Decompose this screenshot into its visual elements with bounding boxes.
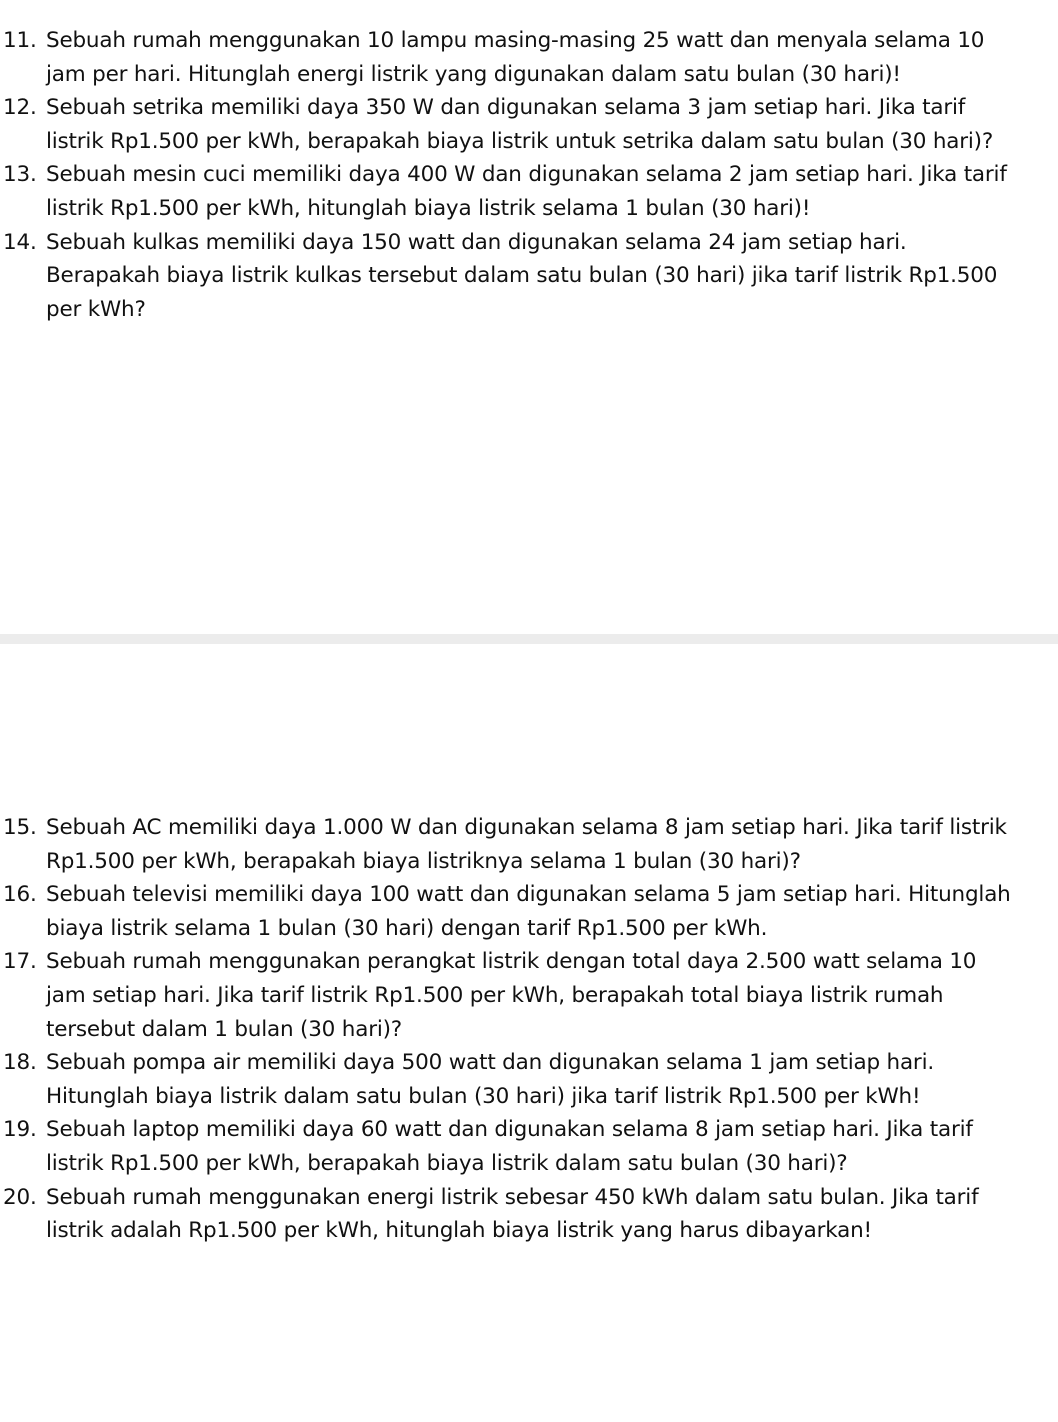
- question-number: 12.: [3, 95, 37, 121]
- question-text: Sebuah AC memiliki daya 1.000 W dan digunakan selama 8 jam setiap hari. Jika tarif listrik Rp1.500 per kWh, berapakah biaya listriknya selama 1 bulan (30 hari)?: [46, 815, 1007, 874]
- question-item-14: [0, 226, 1058, 327]
- question-item-20: [0, 1181, 1058, 1248]
- question-text: Sebuah mesin cuci memiliki daya 400 W dan digunakan selama 2 jam setiap hari. Jika tarif listrik Rp1.500 per kWh, hitunglah biaya listrik selama 1 bulan (30 hari)!: [46, 162, 1007, 221]
- question-item-11: [0, 24, 1058, 91]
- question-number: 16.: [3, 882, 37, 908]
- question-list-page-2: [0, 811, 1058, 1248]
- question-text: Sebuah kulkas memiliki daya 150 watt dan digunakan selama 24 jam setiap hari. Berapakah biaya listrik kulkas tersebut dalam satu bulan (30 hari) jika tarif listrik Rp1.500 per kWh?: [46, 229, 998, 322]
- question-text: Sebuah rumah menggunakan 10 lampu masing-masing 25 watt dan menyala selama 10 jam per hari. Hitunglah energi listrik yang digunakan dalam satu bulan (30 hari)!: [46, 28, 985, 87]
- question-item-18: [0, 1046, 1058, 1113]
- question-number: 20.: [3, 1184, 37, 1210]
- question-number: 13.: [3, 162, 37, 188]
- question-number: 11.: [3, 28, 37, 53]
- question-item-16: [0, 878, 1058, 945]
- question-number: 17.: [3, 949, 37, 975]
- question-text: Sebuah rumah menggunakan energi listrik sebesar 450 kWh dalam satu bulan. Jika tarif listrik adalah Rp1.500 per kWh, hitunglah biaya listrik yang harus dibayarkan!: [46, 1184, 979, 1244]
- question-item-15: [0, 811, 1058, 878]
- page-divider: [0, 634, 1058, 644]
- question-text: Sebuah televisi memiliki daya 100 watt dan digunakan selama 5 jam setiap hari. Hitunglah biaya listrik selama 1 bulan (30 hari) dengan tarif Rp1.500 per kWh.: [46, 882, 1011, 941]
- question-list-page-1: [0, 24, 1058, 326]
- question-text: Sebuah pompa air memiliki daya 500 watt dan digunakan selama 1 jam setiap hari. Hitunglah biaya listrik dalam satu bulan (30 hari) jika tarif listrik Rp1.500 per kWh!: [46, 1050, 934, 1109]
- question-number: 18.: [3, 1050, 37, 1076]
- question-number: 14.: [3, 229, 37, 255]
- question-text: Sebuah rumah menggunakan perangkat listrik dengan total daya 2.500 watt selama 10 jam setiap hari. Jika tarif listrik Rp1.500 per kWh, berapakah total biaya listrik rumah tersebut dalam 1 bulan (30 hari)?: [46, 949, 977, 1042]
- question-number: 15.: [3, 815, 37, 840]
- question-text: Sebuah laptop memiliki daya 60 watt dan digunakan selama 8 jam setiap hari. Jika tarif listrik Rp1.500 per kWh, berapakah biaya listrik dalam satu bulan (30 hari)?: [46, 1117, 973, 1176]
- question-item-19: [0, 1113, 1058, 1180]
- question-item-12: [0, 91, 1058, 158]
- question-number: 19.: [3, 1117, 37, 1143]
- question-item-17: [0, 945, 1058, 1046]
- question-item-13: [0, 158, 1058, 225]
- question-text: Sebuah setrika memiliki daya 350 W dan digunakan selama 3 jam setiap hari. Jika tarif listrik Rp1.500 per kWh, berapakah biaya listrik untuk setrika dalam satu bulan (30 hari)?: [46, 95, 994, 154]
